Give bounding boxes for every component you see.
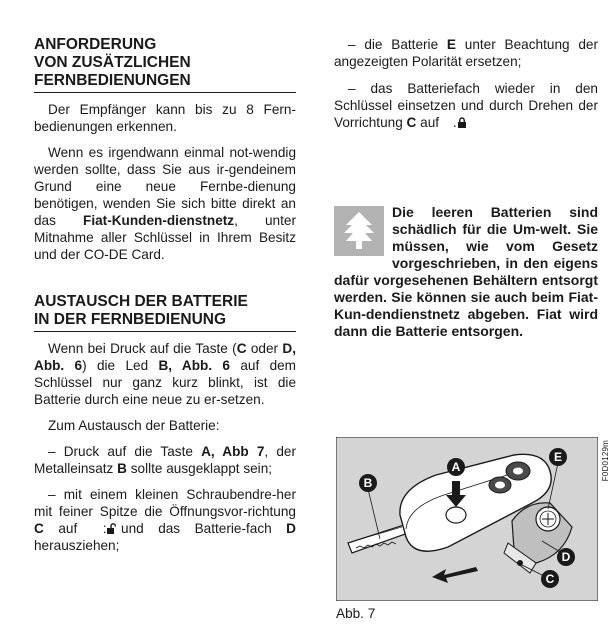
- step-replace-battery: – die Batterie E unter Beachtung der angezeigten Polarität ersetzen;: [334, 37, 598, 69]
- figure-code: F0D0129m: [601, 440, 610, 482]
- environment-warning: Die leeren Batterien sind schädlich für die Um-welt. Sie müssen, wie vom Gesetz vorgeschrieben, in den eigens dafür vorgesehenen Behältern entsorgt werden. Sie können sie auch beim Fiat-Kun-dendienstnetz abgeben. Fiat wird dann die Batterie entsorgen.: [334, 204, 598, 339]
- paragraph-replace-intro: Zum Austausch der Batterie:: [48, 418, 220, 433]
- paragraph-receiver: Der Empfänger kann bis zu 8 Fern-bedienungen erkennen.: [34, 102, 296, 134]
- recycling-tree-icon: [334, 206, 384, 256]
- paragraph-new-remote: Wenn es irgendwann einmal not-wendig werden sollte, dass Sie aus ir-gendeinem Grund eine neue Fernbe-dienung benötigen, wenden Sie sich bitte direkt an das Fiat-Kunden-dienstnetz, unter Mitnahme aller Schlüssel in Ihrem Besitz und der CO-DE Card.: [34, 145, 296, 262]
- step-reinsert-compartment: – das Batteriefach wieder in den Schlüssel einsetzen und durch Drehen der Vorrichtung C auf .: [334, 81, 598, 130]
- lock-icon: [443, 115, 453, 126]
- step-press-button: – Druck auf die Taste A, Abb 7, der Metalleinsatz B sollte ausgeklappt sein;: [34, 444, 296, 476]
- callout-c: [541, 570, 559, 588]
- callout-e: [549, 448, 567, 466]
- svg-text:B: B: [363, 476, 373, 490]
- callout-d: [557, 548, 575, 566]
- svg-text:A: A: [451, 460, 461, 474]
- unlock-icon: [92, 521, 103, 532]
- paragraph-led-blink: Wenn bei Druck auf die Taste (C oder D, Abb. 6) die Led B, Abb. 6 auf dem Schlüssel nur ganz kurz blinkt, ist die Batterie durch eine neue zu er-setzen.: [34, 341, 297, 407]
- left-column: [34, 0, 296, 554]
- heading-battery-replacement: AUSTAUSCH DER BATTERIE IN DER FERNBEDIENUNG: [34, 293, 296, 332]
- callout-b: [359, 474, 377, 492]
- heading-additional-remotes: ANFORDERUNG VON ZUSÄTZLICHEN FERNBEDIENUNGEN: [34, 36, 296, 93]
- svg-text:E: E: [553, 450, 563, 464]
- svg-text:D: D: [561, 550, 571, 564]
- right-column: [334, 0, 598, 131]
- svg-text:C: C: [545, 572, 555, 586]
- callout-a: [447, 458, 465, 476]
- step-open-compartment: – mit einem kleinen Schraubendre-her mit feiner Spitze die Öffnungsvor-richtung C auf : und das Batterie-fach D herausziehen;: [34, 487, 296, 553]
- figure-caption: Abb. 7: [336, 606, 376, 621]
- figure-key-battery: [336, 437, 598, 601]
